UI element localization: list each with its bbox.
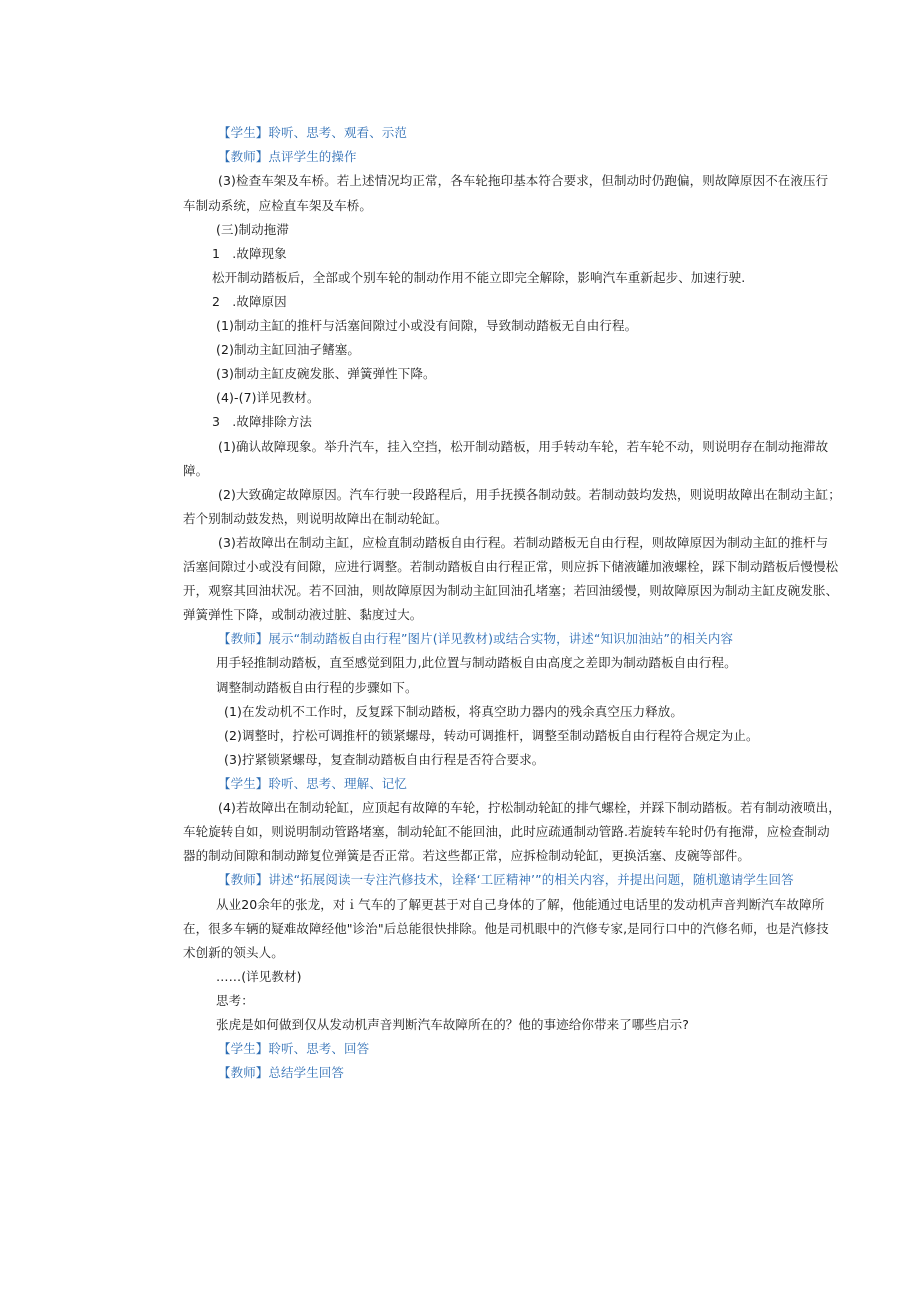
paragraph-line: 弹簧弹性下降，或制动液过脏、黏度过大。 bbox=[183, 607, 423, 622]
student-activity-label: 【学生】聆听、思考、观看、示范 bbox=[218, 125, 408, 140]
list-item: (3)制动主缸皮碗发胀、弹簧弹性下降。 bbox=[216, 366, 436, 381]
list-item: (3)拧紧锁紧螺母，复查制动踏板自由行程是否符合要求。 bbox=[224, 752, 545, 767]
paragraph-line: 车制动系统，应检直车架及车桥。 bbox=[183, 198, 373, 213]
subsection-heading: 2 .故障原因 bbox=[212, 294, 287, 309]
list-item: (1)制动主缸的推杆与活塞间隙过小或没有间隙，导致制动踏板无自由行程。 bbox=[216, 318, 638, 333]
list-item: (2)制动主缸回油孑鳍塞。 bbox=[216, 342, 361, 357]
subsection-heading: 1 .故障现象 bbox=[212, 246, 287, 261]
list-item: (1)在发动机不工作时，反复踩下制动踏板，将真空助力器内的残余真空压力释放。 bbox=[224, 704, 684, 719]
paragraph-line: (1)确认故障现象。举升汽车，挂入空挡，松开制动踏板，用手转动车轮，若车轮不动，则说明存在制动拖滞故 bbox=[218, 439, 829, 454]
paragraph-line: 障。 bbox=[183, 463, 209, 478]
paragraph-line: 思考： bbox=[216, 993, 254, 1008]
paragraph-line: 开，观察其回油状况。若不回油，则故障原因为制动主缸回油孔堵塞；若回油缓慢，则故障原因为制动主缸皮碗发胀、 bbox=[183, 583, 839, 598]
paragraph-line: 器的制动间隙和制动蹄复位弹簧是否正常。若这些都正常，应拆检制动轮缸，更换活塞、皮碗等部件。 bbox=[183, 848, 751, 863]
teacher-activity-label: 【教师】讲述“拓展阅读一专注汽修技术，诠释‘工匠精神’”的相关内容，并提出问题，随机邀请学生回答 bbox=[218, 872, 794, 887]
paragraph-line: 若个别制动鼓发热，则说明故障出在制动轮缸。 bbox=[183, 511, 448, 526]
list-item: (2)调整时，拧松可调推杆的锁紧螺母，转动可调推杆，调整至制动踏板自由行程符合规定为止。 bbox=[224, 728, 759, 743]
paragraph-line: (3)检查车架及车桥。若上述情况均正常，各车轮拖印基本符合要求，但制动时仍跑偏，则故障原因不在液压行 bbox=[218, 173, 829, 188]
teacher-activity-label: 【教师】展示“制动踏板自由行程”图片(详见教材)或结合实物，讲述“知识加油站”的相关内容 bbox=[218, 631, 734, 646]
paragraph-line: 在，很多车辆的疑难故障经他"诊治"后总能很快排除。他是司机眼中的汽修专家,是同行口中的汽修名师，也是汽修技 bbox=[183, 921, 829, 936]
paragraph-line: 活塞间隙过小或没有间隙，应进行调整。若制动踏板自由行程正常，则应拆下储液罐加液螺栓，踩下制动踏板后慢慢松 bbox=[183, 559, 839, 574]
paragraph-line: (2)大致确定故障原因。汽车行驶一段路程后，用手抚摸各制动鼓。若制动鼓均发热，则说明故障出在制动主缸； bbox=[218, 487, 841, 502]
list-item: (4)-(7)详见教材。 bbox=[216, 390, 320, 405]
paragraph-line: 调整制动踏板自由行程的步骤如下。 bbox=[216, 680, 418, 695]
paragraph-line: (4)若故障出在制动轮缸，应顶起有故障的车轮，拧松制动轮缸的排气螺栓，并踩下制动踏板。若有制动液喷出， bbox=[218, 800, 841, 815]
paragraph-line: ……(详见教材) bbox=[216, 969, 302, 984]
paragraph-line: 术创新的领头人。 bbox=[183, 945, 284, 960]
section-heading: (三)制动拖滞 bbox=[216, 222, 289, 237]
paragraph-line: 松开制动踏板后，全部或个别车轮的制动作用不能立即完全解除，影响汽车重新起步、加速行驶. bbox=[212, 270, 746, 285]
student-activity-label: 【学生】聆听、思考、回答 bbox=[218, 1041, 370, 1056]
teacher-activity-label: 【教师】点评学生的操作 bbox=[218, 149, 357, 164]
student-activity-label: 【学生】聆听、思考、理解、记忆 bbox=[218, 776, 408, 791]
paragraph-line: 车轮旋转自如，则说明制动管路堵塞，制动轮缸不能回油，此时应疏通制动管路.若旋转车轮时仍有拖滞，应检查制动 bbox=[183, 824, 830, 839]
teacher-activity-label: 【教师】总结学生回答 bbox=[218, 1065, 345, 1080]
subsection-heading: 3 .故障排除方法 bbox=[212, 414, 312, 429]
paragraph-line: 张虎是如何做到仅从发动机声音判断汽车故障所在的？他的事迹给你带来了哪些启示? bbox=[216, 1017, 689, 1032]
paragraph-line: (3)若故障出在制动主缸，应检直制动踏板自由行程。若制动踏板无自由行程，则故障原因为制动主缸的推杆与 bbox=[218, 535, 829, 550]
paragraph-line: 从业20余年的张龙，对ｉ气车的了解更甚于对自己身体的了解，他能通过电话里的发动机声音判断汽车故障所 bbox=[216, 897, 825, 912]
paragraph-line: 用手轻推制动踏板，直至感觉到阻力,此位置与制动踏板自由高度之差即为制动踏板自由行程。 bbox=[216, 655, 737, 670]
